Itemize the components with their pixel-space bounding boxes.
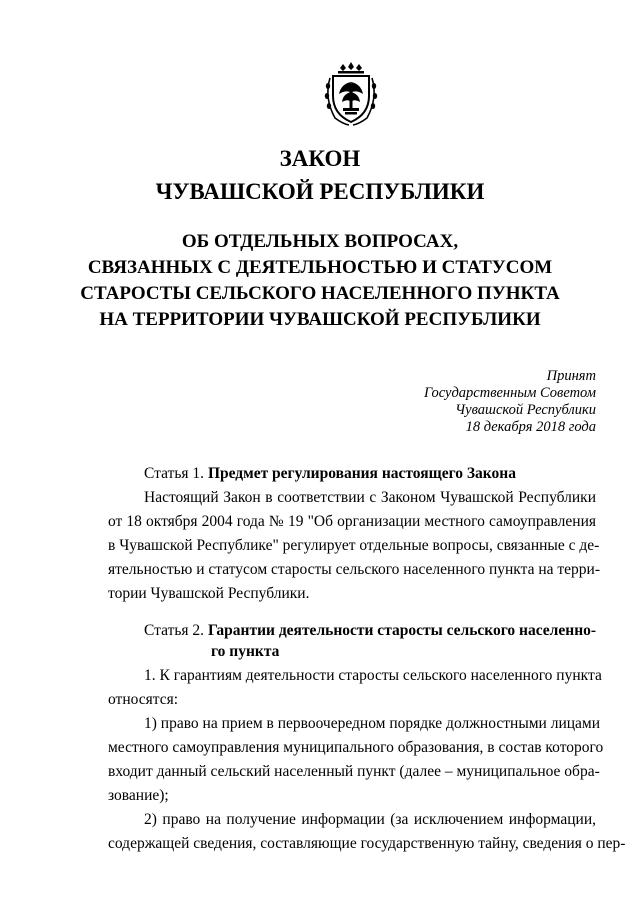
adoption-line-4: 18 декабря 2018 года	[465, 419, 596, 435]
article-1-heading	[144, 464, 516, 484]
law-title-line-2: ЧУВАШСКОЙ РЕСПУБЛИКИ	[155, 179, 485, 204]
article-2-line-6: зование);	[108, 787, 169, 804]
article-2-line-5: входит данный сельский населенный пункт (далее – муниципальное обра-	[108, 763, 600, 780]
adoption-line-1: Принят	[546, 368, 596, 384]
article-2-title-line-2-text: го пункта	[211, 643, 280, 660]
article-1-title: Предмет регулирования настоящего Закона	[207, 465, 516, 482]
article-2-line-1: 1. К гарантиям деятельности старосты сельского населенного пункта	[144, 667, 602, 684]
law-subtitle-line-4: НА ТЕРРИТОРИИ ЧУВАШСКОЙ РЕСПУБЛИКИ	[99, 309, 541, 330]
article-2-line-8: содержащей сведения, составляющие государственную тайну, сведения о пер-	[108, 835, 626, 852]
article-1-line-1: Настоящий Закон в соответствии с Законом Чувашской Республики	[144, 489, 596, 506]
adoption-line-3: Чувашской Республики	[455, 402, 596, 418]
article-1-line-4: ятельностью и статусом старосты сельского населенного пункта на терри-	[108, 561, 601, 578]
article-2-line-2: относятся:	[108, 691, 179, 708]
article-2-line-7: 2) право на получение информации (за исключением информации,	[144, 811, 596, 828]
article-2-heading	[144, 621, 596, 641]
article-1-line-2: от 18 октября 2004 года № 19 "Об организации местного самоуправления	[108, 513, 596, 530]
article-1-line-3: в Чувашской Республике" регулирует отдельные вопросы, связанные с де-	[108, 537, 600, 554]
law-subtitle-line-3: СТАРОСТЫ СЕЛЬСКОГО НАСЕЛЕННОГО ПУНКТА	[80, 283, 560, 304]
chuvash-emblem-icon	[323, 62, 379, 128]
adoption-line-2: Государственным Советом	[423, 385, 596, 401]
article-2-line-4: местного самоуправления муниципального образования, в состав которого	[108, 739, 604, 756]
law-subtitle-line-2: СВЯЗАННЫХ С ДЕЯТЕЛЬНОСТЬЮ И СТАТУСОМ	[87, 257, 553, 278]
article-2-title-line-2	[211, 642, 279, 662]
article-1-label: Статья 1.	[144, 465, 205, 482]
article-1-line-5: тории Чувашской Республики.	[108, 585, 310, 602]
article-2-label: Статья 2.	[144, 622, 205, 639]
article-2-line-3: 1) право на прием в первоочередном порядке должностными лицами	[144, 715, 601, 732]
article-2-title-line-1: Гарантии деятельности старосты сельского населенно-	[207, 622, 597, 639]
law-subtitle-line-1: ОБ ОТДЕЛЬНЫХ ВОПРОСАХ,	[181, 231, 459, 252]
law-title-line-1: ЗАКОН	[279, 146, 361, 171]
